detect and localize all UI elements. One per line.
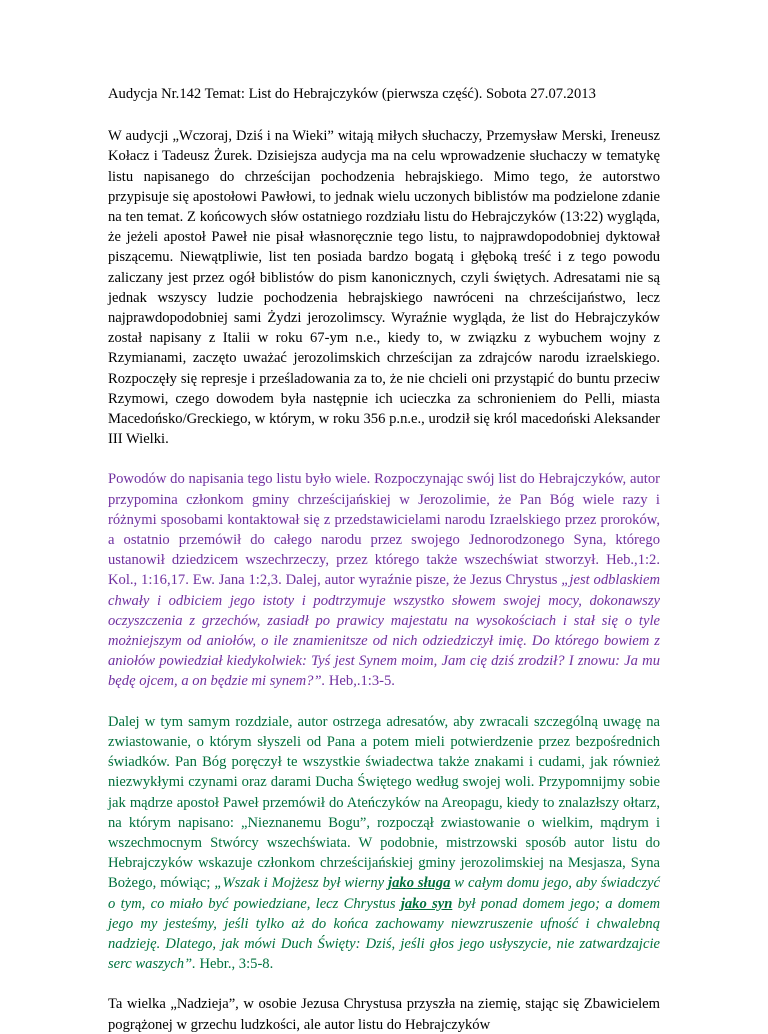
paragraph-warning-text: Dalej w tym samym rozdziale, autor ostrzega adresatów, aby zwracali szczególną uwagę na zwiastowanie, o którym słyszeli od Pana a potem mieli potwierdzenie przez bezpośrednich świadków. Pan Bóg poręczył te wszystkie świadectwa także znakami i cudami, jak również niezwykłymi czynami oraz darami Ducha Świętego według swojej woli. Przypomnijmy sobie jak mądrze apostoł Paweł przemówił do Ateńczyków na Areopagu, kiedy to znalazłszy ołtarz, na którym napisano: „Nieznanemu Bogu”, rozpoczął zwiastowanie o wielkim, mądrym i wszechmocnym Stwórcy wszechświata. W podobnie, mistrzowski sposób autor listu do Hebrajczyków wskazuje członkom chrześcijańskiej gminy jerozolimskiej na Mesjasza, Syna Bożego, mówiąc; <box>108 713 660 892</box>
scripture-quote-hebrews-1: „jest odblaskiem chwały i odbiciem jego istoty i podtrzymuje wszystko słowem swojej mocy, dokonawszy oczyszczenia z grzechów, zasiadł po prawicy majestatu na wysokościach i stał się o tyle możniejszym od aniołów, o ile znamienitsze od nich odziedziczył imię. Do którego bowiem z aniołów powiedział kiedykolwiek: Tyś jest Synem moim, Jam cię dziś zrodził? I znowu: Ja mu będę ojcem, a on będzie mi synem?”. <box>108 572 660 690</box>
emphasis-servant: jako sługa <box>388 875 451 892</box>
scripture-quote-part-1: „Wszak i Mojżesz był wierny <box>214 875 389 892</box>
emphasis-son: jako syn <box>400 895 453 912</box>
scripture-reference: Hebr., 3:5-8. <box>195 956 274 973</box>
document-page <box>108 84 660 1034</box>
paragraph-reasons <box>108 469 660 691</box>
scripture-quote-part-2: w całym domu jego, aby świadczyć o tym, co miało być powiedziane, lecz Chrystus <box>108 875 660 912</box>
paragraph-warning <box>108 712 660 975</box>
paragraph-reasons-text: Powodów do napisania tego listu było wiele. Rozpoczynając swój list do Hebrajczyków, autor przypomina członkom gminy chrześcijańskiej w Jerozolimie, że Pan Bóg wiele razy i różnymi sposobami kontaktował się z przedstawicielami narodu Izraelskiego przez proroków, a ostatnio przemówił do całego narodu przez swojego Jednorodzonego Syna, którego ustanowił dziedzicem wszechrzeczy, przez którego także wszechświat stworzył. Heb.,1:2. Kol., 1:16,17. Ew. Jana 1:2,3. Dalej, autor wyraźnie pisze, że Jezus Chrystus <box>108 471 660 589</box>
document-heading: Audycja Nr.142 Temat: List do Hebrajczyków (pierwsza część). Sobota 27.07.2013 <box>108 86 596 102</box>
scripture-reference: Heb,.1:3-5. <box>325 673 395 690</box>
scripture-quote-part-3: był ponad domem jego; a domem jego my jesteśmy, jeśli tylko aż do końca zachowamy niewzruszenie ufność i chwalebną nadzieję. Dlatego, jak mówi Duch Święty: Dziś, jeśli głos jego usłyszycie, nie zatwardzajcie serc waszych”. <box>108 895 660 973</box>
paragraph-hope: Ta wielka „Nadzieja”, w osobie Jezusa Chrystusa przyszła na ziemię, stając się Zbawicielem pogrążonej w grzechu ludzkości, ale autor listu do Hebrajczyków <box>108 996 660 1033</box>
paragraph-introduction: W audycji „Wczoraj, Dziś i na Wieki” witają miłych słuchaczy, Przemysław Merski, Ireneusz Kołacz i Tadeusz Żurek. Dzisiejsza audycja ma na celu wprowadzenie słuchaczy w tematykę listu napisanego do chrześcijan pochodzenia hebrajskiego. Mimo tego, że autorstwo przypisuje się apostołowi Pawłowi, to jednak wielu uczonych biblistów ma podzielone zdanie na ten temat. Z końcowych słów ostatniego rozdziału listu do Hebrajczyków (13:22) wygląda, że jeżeli apostoł Paweł nie pisał własnoręcznie tego listu, to najprawdopodobniej dyktował piszącemu. Niewątpliwie, list ten posiada bardzo bogatą i głęboką treść i z tego powodu zaliczany jest przez ogół biblistów do pism kanonicznych, czyli świętych. Adresatami nie są jednak wszyscy ludzie pochodzenia hebrajskiego nawróceni na chrześcijaństwo, lecz najprawdopodobniej sami Żydzi jerozolimscy. Wyraźnie wygląda, że list do Hebrajczyków został napisany z Italii w roku 67-ym n.e., kiedy to, w związku z wybuchem wojny z Rzymianami, zaczęto uważać jerozolimskich chrześcijan za zdrajców narodu izraelskiego. Rozpoczęły się represje i prześladowania za to, że nie chcieli oni przystąpić do buntu przeciw Rzymowi, czego dowodem była następnie ich ucieczka za schronieniem do Pelli, miasta Macedońsko/Greckiego, w którym, w roku 356 p.n.e., urodził się król macedoński Aleksander III Wielki. <box>108 128 660 448</box>
